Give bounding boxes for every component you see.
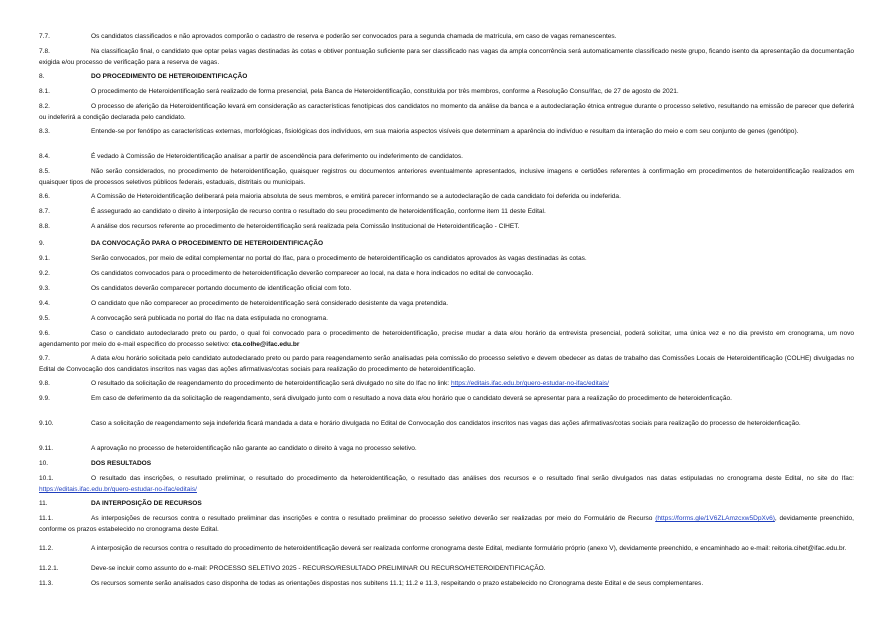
numbered-paragraph	[39, 46, 854, 68]
item-number: 8.1.	[39, 88, 50, 95]
item-text	[39, 513, 854, 535]
item-text	[39, 46, 854, 68]
item-number: 9.6.	[39, 330, 50, 337]
item-number: 8.6.	[39, 193, 50, 200]
item-text	[39, 543, 854, 554]
numbered-paragraph	[39, 151, 854, 162]
numbered-paragraph	[39, 393, 854, 404]
numbered-paragraph	[39, 31, 854, 42]
item-text-body: Deve-se incluir como assunto do e-mail: PROCESSO SELETIVO 2025 - RECURSO/RESULTADO PRELIMINAR OU RECURSO/HETEROIDENTIFICAÇÃO.	[91, 565, 546, 572]
item-text-body: É vedado à Comissão de Heteroidentificação analisar a partir de ascendência para deferimento ou indeferimento de candidatos.	[91, 153, 463, 160]
numbered-paragraph	[39, 543, 854, 554]
item-number: 11.2.1.	[39, 565, 59, 572]
item-text-body: DA CONVOCAÇÃO PARA O PROCEDIMENTO DE HETEROIDENTIFICAÇÃO	[91, 240, 324, 247]
url-link[interactable]: https://editais.ifac.edu.br/quero-estudar-no-ifac/editais/	[39, 486, 197, 493]
item-number: 11.3.	[39, 580, 54, 587]
item-text-body: Caso a solicitação de reagendamento seja indeferida ficará mandada a data e horário divulgada no Edital de Convocação dos candidatos inscritos nas vagas das ações afirmativas/cotas sociais para realização do processo de heteroidenficação.	[91, 420, 801, 427]
item-text-tail: , devidamente preenchido, conforme os prazos estabelecido no cronograma deste Edital.	[39, 515, 854, 533]
item-text	[39, 313, 854, 324]
item-number: 11.	[39, 500, 48, 507]
item-number: 8.7.	[39, 208, 50, 215]
item-text-body: A Comissão de Heteroidentificação deliberará pela maioria absoluta de seus membros, e emitirá parecer informando se a autodeclaração de cada candidato foi deferida ou indeferida.	[91, 193, 621, 200]
item-number: 9.9.	[39, 395, 50, 402]
numbered-paragraph	[39, 283, 854, 294]
item-text-body: Caso o candidato autodeclarado preto ou pardo, o qual foi convocado para o procedimento de heteroidentificação, precise mudar a data e/ou horário da entrevista presencial, poderá solicitar, uma única vez e no dia previsto em cronograma, um novo agendamento por meio do e-mail específico do processo seletivo:	[39, 330, 854, 348]
item-text-body: A data e/ou horário solicitada pelo candidato autodeclarado preto ou pardo para reagendamento serão analisadas pela comissão do processo seletivo e devem obedecer as datas de trabalho das Comissões Locais de Heteroidentificação (COLHE) divulgadas no Edital de Convocação dos candidatos inscritos nas vagas das ações afirmativas/cotas sociais para realização do procedimento de heteroidentificação.	[39, 355, 854, 373]
section-heading	[39, 238, 854, 249]
numbered-paragraph	[39, 206, 854, 217]
item-text	[39, 151, 854, 162]
item-number: 9.5.	[39, 315, 50, 322]
item-text	[39, 578, 854, 589]
item-text-body: O candidato que não comparecer ao procedimento de heteroidentificação será considerado desistente da vaga pretendida.	[91, 300, 449, 307]
item-text-body: Entende-se por fenótipo as características externas, morfológicas, fisiológicas dos indivíduos, em sua maioria aspectos visíveis que determinam a aparência do indivíduo e resultam da interação do meio e com seu conjunto de genes (genótipo).	[91, 128, 799, 135]
numbered-paragraph	[39, 191, 854, 202]
item-number: 9.	[39, 240, 45, 247]
item-text-body: O procedimento de Heteroidentificação será realizado de forma presencial, pela Banca de Heteroidentificação, constituída por três membros, conforme a Resolução Consu/Ifac, de 27 de agosto de 2021.	[91, 88, 679, 95]
item-text	[39, 191, 854, 202]
item-text-body: A análise dos recursos referente ao procedimento de heteroidentificação será realizada pela Comissão Institucional de Heteroidentificação - CIHET.	[91, 223, 520, 230]
section-heading	[39, 71, 854, 82]
item-text	[39, 328, 854, 350]
item-text-body: Os recursos somente serão analisados caso disponha de todas as orientações dispostas nos subitens 11.1; 11.2 e 11.3, respeitando o prazo estabelecido no Cronograma deste Edital e de seus complementares.	[91, 580, 704, 587]
item-number: 9.8.	[39, 380, 50, 387]
numbered-paragraph	[39, 578, 854, 589]
item-text-body: DO PROCEDIMENTO DE HETEROIDENTIFICAÇÃO	[91, 73, 248, 80]
item-text-body: A aprovação no processo de heteroidentificação não garante ao candidato o direito à vaga no processo seletivo.	[91, 445, 417, 452]
item-text	[39, 31, 854, 42]
item-text-body: O resultado das inscrições, o resultado preliminar, o resultado do procedimento da heteroidentificação, o resultado das análises dos recursos e o resultado final serão divulgados nas datas estipuladas no cronograma deste Edital, no site do Ifac:	[91, 475, 854, 482]
item-number: 10.	[39, 460, 49, 467]
item-text-body: É assegurado ao candidato o direito à interposição de recurso contra o resultado do seu procedimento de heteroidentificação, conforme item 11 deste Edital.	[91, 208, 546, 215]
item-text	[39, 378, 854, 389]
item-number: 9.2.	[39, 270, 50, 277]
numbered-paragraph	[39, 126, 854, 137]
item-text-body: A interposição de recursos contra o resultado do procedimento de heteroidentificação deverá ser realizada conforme cronograma deste Edital, mediante formulário próprio (anexo V), devidamente preenchido, e encaminhado ao e-mail: reitoria.cihet@ifac.edu.br.	[91, 545, 847, 552]
item-number: 8.8.	[39, 223, 50, 230]
item-text	[39, 473, 854, 495]
item-text	[39, 221, 854, 232]
item-text-body: O resultado da solicitação de reagendamento do procedimento de heteroidentificação será divulgado no site do Ifac no link:	[91, 380, 450, 387]
item-number: 9.4.	[39, 300, 50, 307]
item-text-body: A convocação será publicada no portal do Ifac na data estipulada no cronograma.	[91, 315, 328, 322]
item-number: 11.1.	[39, 515, 54, 522]
item-text-body: Serão convocados, por meio de edital complementar no portal do Ifac, para o procedimento de heteroidentificação os candidatos aprovados às vagas destinadas às cotas.	[91, 255, 587, 262]
item-text-body: DOS RESULTADOS	[91, 460, 152, 467]
item-number: 7.7.	[39, 33, 50, 40]
item-number: 8.3.	[39, 128, 50, 135]
numbered-paragraph	[39, 563, 854, 574]
item-text-body: Os candidatos convocados para o procedimento de heteroidentificação deverão comparecer ao local, na data e hora indicados no edital de convocação.	[91, 270, 534, 277]
item-text	[39, 268, 854, 279]
numbered-paragraph	[39, 328, 854, 350]
item-text	[39, 238, 854, 249]
item-number: 9.3.	[39, 285, 50, 292]
url-link[interactable]: https://editais.ifac.edu.br/quero-estudar-no-ifac/editais/	[450, 380, 609, 387]
numbered-paragraph	[39, 101, 854, 123]
item-text-body: O processo de aferição da Heteroidentificação levará em consideração as características fenotípicas dos candidatos no momento da análise da banca e a autodeclaração étnica entregue durante o processo seletivo, resultando na emissão de parecer que deferirá ou indeferirá a condição declarada pelo candidato.	[39, 103, 854, 121]
numbered-paragraph	[39, 353, 854, 375]
numbered-paragraph	[39, 268, 854, 279]
item-number: 8.5.	[39, 168, 50, 175]
numbered-paragraph	[39, 473, 854, 495]
url-link[interactable]: (https://forms.gle/1V6ZLAmzcxw5DpXv6)	[655, 515, 775, 522]
section-heading	[39, 498, 854, 509]
numbered-paragraph	[39, 221, 854, 232]
item-text	[39, 283, 854, 294]
item-text-body: Não serão considerados, no procedimento de heteroidentificação, quaisquer registros ou documentos anteriores eventualmente apresentados, inclusive imagens e certidões referentes à confirmação em procedimentos de heteroidentificação realizados em quaisquer tipos de processos seletivos públicos federais, estaduais, distritais ou municipais.	[39, 168, 854, 186]
item-number: 9.11.	[39, 445, 54, 452]
item-text	[39, 458, 854, 469]
item-text	[39, 206, 854, 217]
item-text	[39, 353, 854, 375]
numbered-paragraph	[39, 298, 854, 309]
numbered-paragraph	[39, 313, 854, 324]
item-text-body: Na classificação final, o candidato que optar pelas vagas destinadas às cotas e obtiver pontuação suficiente para ser classificado nas vagas da ampla concorrência será automaticamente classificado neste grupo, ficando isento da apresentação da documentação exigida e/ou processo de verificação para a reserva de vagas.	[39, 48, 854, 66]
item-text	[39, 563, 854, 574]
item-text	[39, 298, 854, 309]
item-text-body: As interposições de recursos contra o resultado preliminar das inscrições e contra o resultado preliminar do processo seletivo deverão ser realizadas por meio do Formulário de Recurso	[91, 515, 653, 522]
numbered-paragraph	[39, 378, 854, 389]
numbered-paragraph	[39, 513, 854, 535]
numbered-paragraph	[39, 86, 854, 97]
item-text-body: DA INTERPOSIÇÃO DE RECURSOS	[91, 500, 202, 507]
item-text	[39, 101, 854, 123]
item-text	[39, 253, 854, 264]
numbered-paragraph	[39, 253, 854, 264]
item-text	[39, 393, 854, 404]
item-text-body: Em caso de deferimento da da solicitação de reagendamento, será divulgado junto com o resultado a nova data e/ou horário que o candidato deverá se apresentar para a realização do procedimento de heteroidenficação.	[91, 395, 732, 402]
numbered-paragraph	[39, 166, 854, 188]
item-text	[39, 443, 854, 454]
item-number: 10.1.	[39, 475, 54, 482]
item-text	[39, 166, 854, 188]
item-number: 8.2.	[39, 103, 50, 110]
numbered-paragraph	[39, 443, 854, 454]
email-address: cta.colhe@ifac.edu.br	[231, 341, 300, 348]
item-text	[39, 71, 854, 82]
item-text	[39, 86, 854, 97]
item-number: 9.7.	[39, 355, 50, 362]
item-number: 9.10.	[39, 420, 54, 427]
item-number: 9.1.	[39, 255, 50, 262]
item-text	[39, 126, 854, 137]
item-number: 8.	[39, 73, 45, 80]
item-text	[39, 498, 854, 509]
section-heading	[39, 458, 854, 469]
item-text	[39, 418, 854, 429]
item-number: 7.8.	[39, 48, 50, 55]
numbered-paragraph	[39, 418, 854, 429]
item-text-body: Os candidatos classificados e não aprovados comporão o cadastro de reserva e poderão ser convocados para a segunda chamada de matrícula, em caso de vagas remanescentes.	[91, 33, 617, 40]
item-number: 8.4.	[39, 153, 50, 160]
item-number: 11.2.	[39, 545, 54, 552]
item-text-body: Os candidatos deverão comparecer portando documento de identificação oficial com foto.	[91, 285, 352, 292]
